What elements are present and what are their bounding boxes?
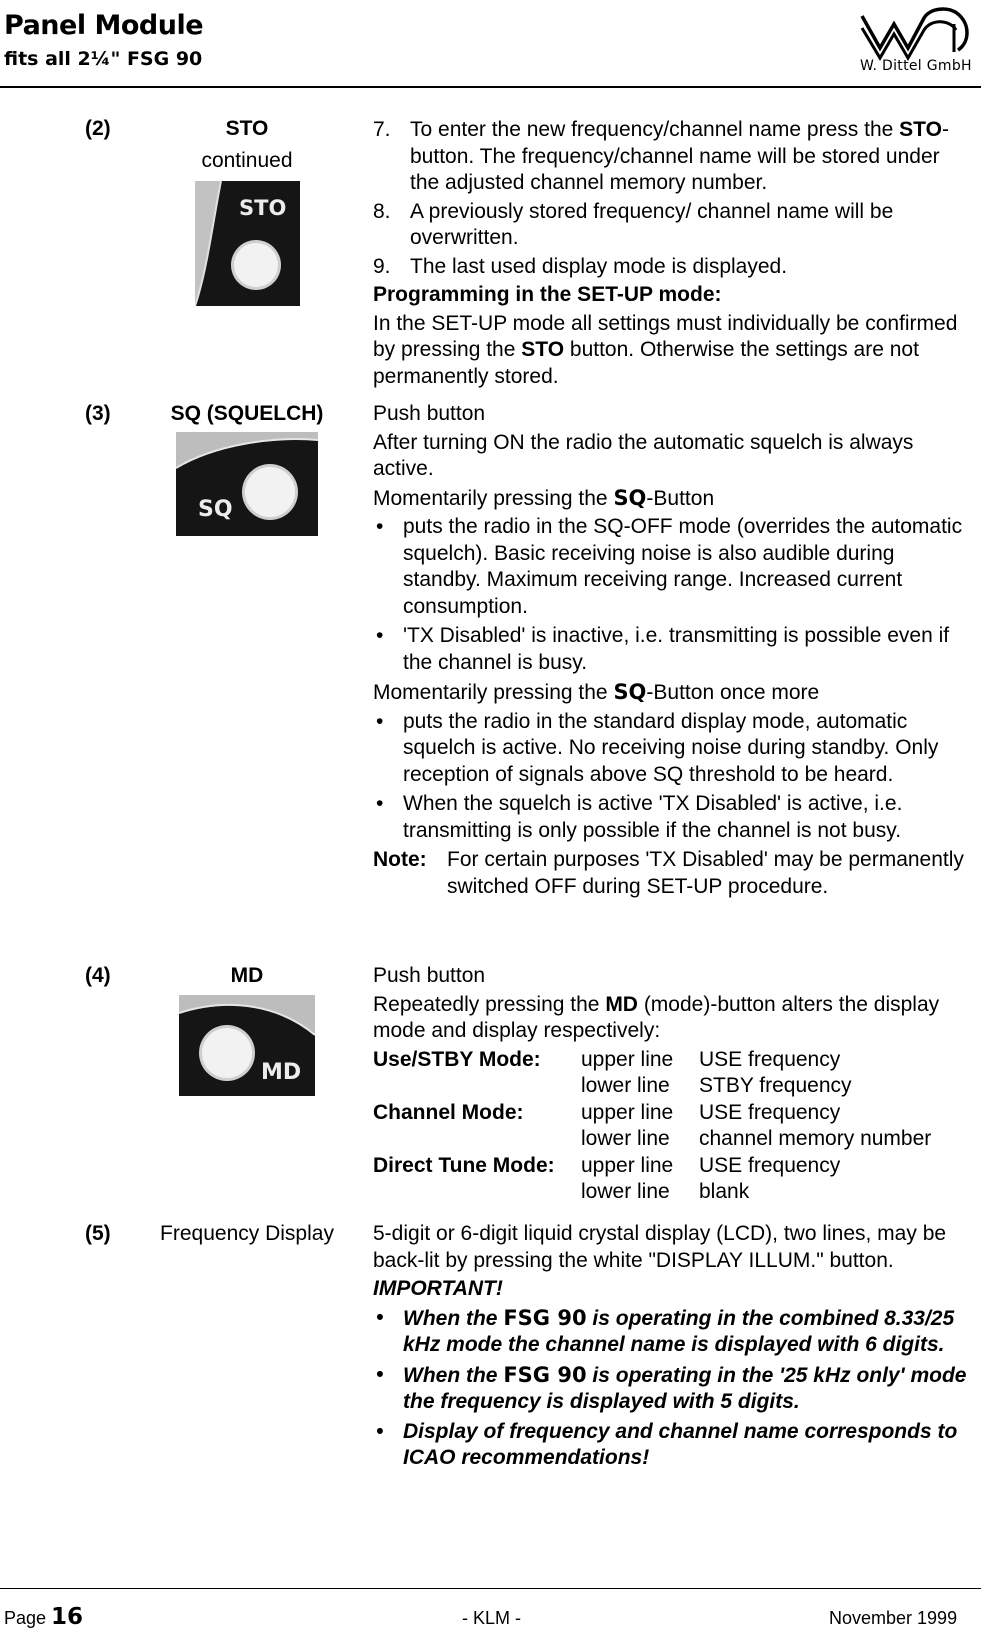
control-name: STO [225,117,269,140]
page-subtitle: fits all 2¼" FSG 90 [4,48,203,70]
important-list [373,1305,973,1472]
md-photo-text: MD [261,1060,302,1085]
list-item: • puts the radio in the standard display mode, automatic squelch is active. No receiving noise during standby. Only reception of signals above SQ threshold to be heard. [376,709,939,786]
display-mode-table [373,1047,931,1206]
list-item: • When the squelch is active 'TX Disabled' is active, i.e. transmitting is only possible if the channel is not busy. [376,792,903,842]
list-item: 9. The last used display mode is displayed. [373,254,788,278]
bullet-list [373,514,973,676]
squelch-intro: After turning ON the radio the automatic squelch is always active. [373,430,914,480]
sto-photo-text: STO [239,196,287,220]
page-number: Page 16 [4,1604,84,1630]
table-row: lower line blank [581,1180,750,1203]
table-row: lower line STBY frequency [581,1074,852,1097]
footer-date: November 1999 [829,1608,958,1628]
sto-button-photo [195,181,300,306]
important-heading: IMPORTANT! [373,1277,503,1300]
setup-paragraph: In the SET-UP mode all settings must individually be confirmed by pressing the STO button. Otherwise the settings are not permanently stored. [373,311,958,388]
list-item: 7. To enter the new frequency/channel name press the STO-button. The frequency/channel name will be stored under the adjusted channel memory number. [373,118,949,194]
section-5-content [373,1221,973,1475]
table-row: Use/STBY Mode: upper line USE frequency [373,1047,841,1071]
control-name: SQ (SQUELCH) [170,402,324,425]
md-paragraph: Repeatedly pressing the MD (mode)-button alters the display mode and display respectively: [373,992,940,1042]
section-number: (5) [85,1222,111,1245]
push-button-text: Push button [373,402,486,425]
list-item: 8. A previously stored frequency/ channel name will be overwritten. [373,199,894,249]
logo-text: W. Dittel GmbH [860,58,972,74]
sq-photo-text: SQ [198,497,233,522]
setup-heading: Programming in the SET-UP mode: [373,283,722,306]
sq-button-photo [176,432,318,536]
table-row: Channel Mode: upper line USE frequency [373,1100,841,1124]
display-paragraph: 5-digit or 6-digit liquid crystal display (LCD), two lines, may be back-lit by pressing the white "DISPLAY ILLUM." button. [373,1222,947,1272]
press-once-text: Momentarily pressing the SQ-Button [373,485,715,510]
section-label [140,113,354,177]
list-item: • puts the radio in the SQ-OFF mode (overrides the automatic squelch). Basic receiving noise is also audible during standby. Maximum receiving range. Increased current consumption. [376,515,963,618]
footer-center: - KLM - [462,1608,522,1628]
press-again-text: Momentarily pressing the SQ-Button once more [373,680,820,704]
table-row: lower line channel memory number [581,1127,932,1150]
control-sublabel: continued [201,149,293,172]
list-item: • Display of frequency and channel name corresponds to ICAO recommendations! [376,1419,958,1469]
section-number: (2) [85,117,111,140]
list-item: • When the FSG 90 is operating in the '25 kHz only' mode the frequency is displayed with 5 digits. [376,1362,967,1413]
push-button-text: Push button [373,964,486,987]
section-3-content [373,401,973,902]
section-number: (4) [85,964,111,987]
footer-rule [0,1588,981,1589]
control-name: Frequency Display [160,1222,334,1245]
section-4-content [373,963,973,1206]
bullet-list [373,709,973,845]
table-row: Direct Tune Mode: upper line USE frequency [373,1153,841,1177]
list-item: • 'TX Disabled' is inactive, i.e. transmitting is possible even if the channel is busy. [376,624,950,674]
note: Note: For certain purposes 'TX Disabled' may be permanently switched OFF during SET-UP procedure. [373,848,964,898]
header-rule [0,86,981,88]
section-2-content [373,117,973,392]
page-title: Panel Module [4,10,204,41]
steps-list [373,117,973,280]
list-item: • When the FSG 90 is operating in the combined 8.33/25 kHz mode the channel name is displayed with 6 digits. [376,1305,955,1356]
md-button-photo [179,995,315,1096]
section-number: (3) [85,402,111,425]
control-name: MD [230,964,264,987]
